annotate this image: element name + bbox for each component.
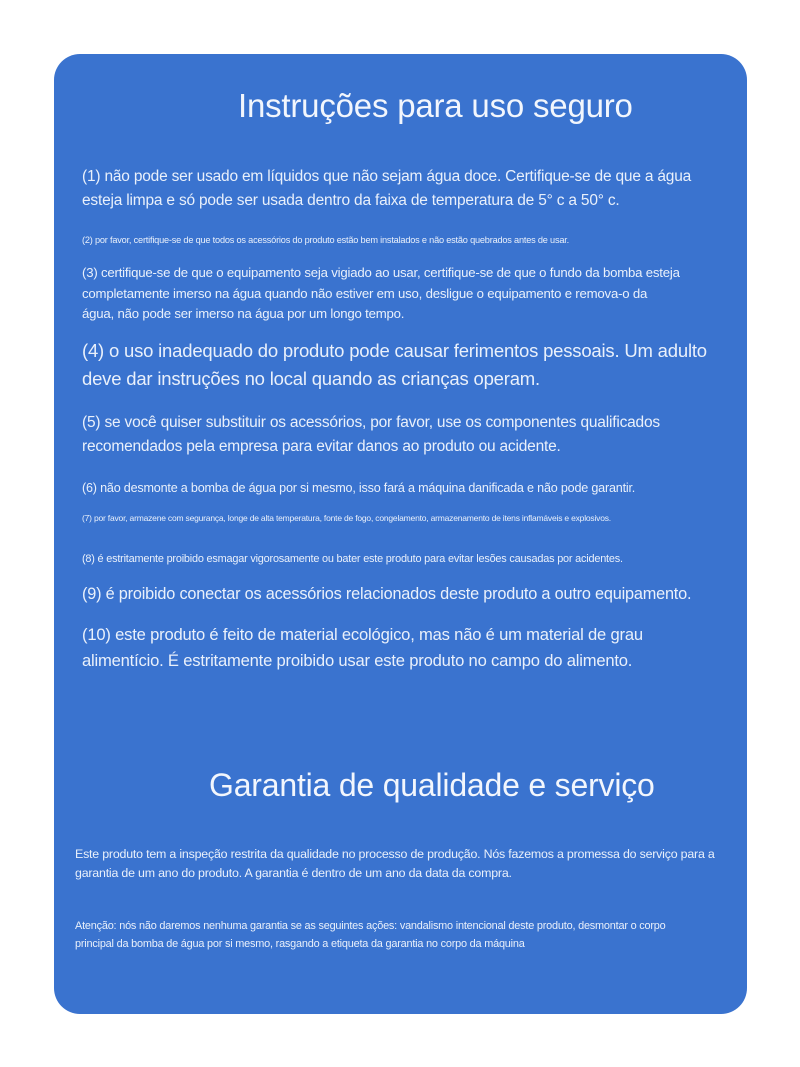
instruction-item-7: (7) por favor, armazene com segurança, longe de alta temperatura, fonte de fogo, congelamento, armazenamento de itens inflamáveis e explosivos. bbox=[82, 513, 611, 523]
instruction-item-9: (9) é proibido conectar os acessórios relacionados deste produto a outro equipamento. bbox=[82, 585, 692, 603]
instruction-item-5: (5) se você quiser substituir os acessórios, por favor, use os componentes qualificados recomendados pela empresa para evitar danos ao produto ou acidente. bbox=[82, 414, 660, 455]
warranty-title: Garantia de qualidade e serviço bbox=[209, 767, 655, 803]
instruction-item-10: (10) este produto é feito de material ecológico, mas não é um material de grau alimentício. É estritamente proibido usar este produto no campo do alimento. bbox=[82, 625, 643, 670]
warranty-paragraph: Este produto tem a inspeção restrita da qualidade no processo de produção. Nós fazemos a promessa do serviço para a garantia de um ano do produto. A garantia é dentro de um ano da data da compra. bbox=[75, 847, 715, 880]
warranty-notice: Atenção: nós não daremos nenhuma garantia se as seguintes ações: vandalismo intencional deste produto, desmontar o corpo principal da bomba de água por si mesmo, rasgando a etiqueta da garantia no corpo da máquina bbox=[75, 920, 666, 950]
instruction-item-2: (2) por favor, certifique-se de que todos os acessórios do produto estão bem instalados e não estão quebrados antes de usar. bbox=[82, 235, 569, 245]
instruction-item-3: (3) certifique-se de que o equipamento seja vigiado ao usar, certifique-se de que o fundo da bomba esteja completamente imerso na água quando não estiver em uso, desligue o equipamento e remova-o da água, não pode ser imerso na água por um longo tempo. bbox=[82, 265, 680, 321]
instructions-title: Instruções para uso seguro bbox=[238, 87, 633, 124]
instruction-item-8: (8) é estritamente proibido esmagar vigorosamente ou bater este produto para evitar lesões causadas por acidentes. bbox=[82, 553, 623, 565]
instruction-item-6: (6) não desmonte a bomba de água por si mesmo, isso fará a máquina danificada e não pode garantir. bbox=[82, 481, 636, 495]
instruction-item-1: (1) não pode ser usado em líquidos que não sejam água doce. Certifique-se de que a água esteja limpa e só pode ser usada dentro da faixa de temperatura de 5° c a 50° c. bbox=[82, 168, 692, 209]
instruction-item-4: (4) o uso inadequado do produto pode causar ferimentos pessoais. Um adulto deve dar instruções no local quando as crianças operam. bbox=[82, 340, 707, 389]
instructions-card bbox=[54, 54, 747, 1014]
